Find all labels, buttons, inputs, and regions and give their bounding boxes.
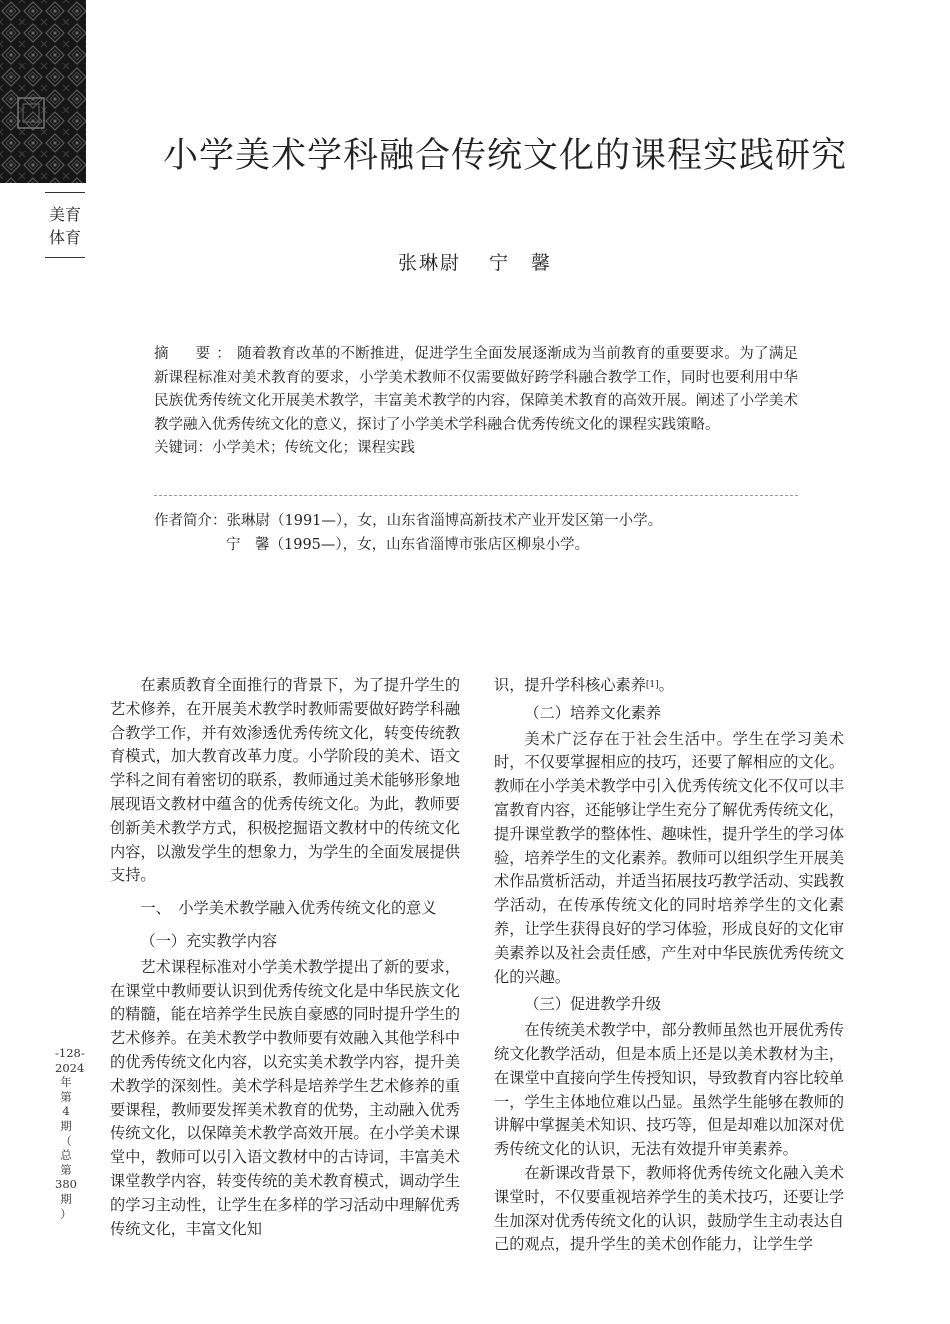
abstract-text: 随着教育改革的不断推进，促进学生全面发展逐渐成为当前教育的重要要求。为了满足新课程标准对美术教育的要求，小学美术教师不仅需要做好跨学科融合教学工作，同时也要利用中华民族优秀传统文化开展美术教学，丰富美术教学的内容，保障美术教育的高效开展。阐述了小学美术教学融入优秀传统文化的意义，探讨了小学美术学科融合优秀传统文化的课程实践策略。 — [154, 346, 799, 433]
issue-year: 2024 — [55, 1060, 85, 1075]
body-column-right — [494, 674, 844, 1257]
total-issue-number: 380 — [55, 1177, 77, 1192]
issue-char: 第 — [60, 1089, 72, 1104]
continued-paragraph — [494, 674, 844, 698]
keywords — [154, 437, 798, 461]
issue-char: ） — [60, 1206, 72, 1221]
abstract-label: 摘 要： — [154, 346, 238, 362]
ornament-pattern-icon — [0, 0, 86, 183]
reference-marker: [1] — [645, 680, 659, 690]
body-paragraph: 美术广泛存在于社会生活中。学生在学习美术时，不仅要掌握相应的技巧，还要了解相应的文化。教师在小学美术教学中引入优秀传统文化不仅可以丰富教育内容，还能够让学生充分了解优秀传统文化，提升课堂教学的整体性、趣味性，提升学生的学习体验，培养学生的文化素养。教师可以组织学生开展美术作品赏析活动，并适当拓展技巧教学活动、实践教学活动，在传承传统文化的同时培养学生的文化素养，让学生获得良好的学习体验，形成良好的文化审美素养以及社会责任感，产生对中华民族优秀传统文化的兴趣。 — [494, 729, 844, 986]
bio-text-1: 张琳尉（1991—），女，山东省淄博高新技术产业开发区第一小学。 — [226, 513, 663, 529]
section-tag-line-2: 体育 — [48, 228, 81, 247]
dashed-divider — [154, 495, 798, 496]
issue-char: 年 — [60, 1075, 72, 1090]
bio-line-1 — [154, 510, 798, 534]
issue-char: （ — [60, 1133, 72, 1148]
continued-text: 识，提升学科核心素养 — [494, 676, 646, 694]
subsection-heading-2: （二）培养文化素养 — [524, 703, 662, 722]
keywords-text: 小学美术；传统文化；课程实践 — [212, 440, 415, 456]
intro-paragraph: 在素质教育全面推行的背景下，为了提升学生的艺术修养，在开展美术教学时教师需要做好跨学科融合教学工作，并有效渗透优秀传统文化，转变传统教育模式，加大教育改革力度。小学阶段的美术、语文学科之间有着密切的联系，教师通过美术能够形象地展现语文教材中蕴含的优秀传统文化。为此，教师要创新美术教学方式，积极挖掘语文教材中的传统文化内容，以激发学生的想象力，为学生的全面发展提供支持。 — [110, 676, 460, 885]
issue-char: 期 — [60, 1118, 72, 1133]
issue-char: 总 — [60, 1148, 72, 1163]
body-paragraph: 艺术课程标准对小学美术教学提出了新的要求，在课堂中教师要认识到优秀传统文化是中华民族文化的精髓，能在培养学生民族自豪感的同时提升学生的艺术修养。在美术教学中教师要有效融入其他学科中的优秀传统文化内容，以充实美术教学内容，提升美术教学的深刻性。美术学科是培养学生艺术修养的重要课程，教师要发挥美术教育的优势，主动融入优秀传统文化，以保障美术教学高效开展。在小学美术课堂中，教师可以引入语文教材中的古诗词，丰富美术课堂教学内容，转变传统的美术教育模式，调动学生的学习主动性，让学生在多样的学习活动中理解优秀传统文化，丰富文化知 — [110, 957, 460, 1238]
subsection-heading-1: （一）充实教学内容 — [140, 931, 278, 950]
page-number: -128- — [55, 1046, 85, 1060]
bio-line-2: 宁 馨（1995—），女，山东省淄博市张店区柳泉小学。 — [226, 536, 590, 553]
issue-info-vertical — [55, 1046, 85, 1221]
author-1: 张琳尉 — [397, 252, 461, 274]
keywords-label: 关键词： — [154, 440, 212, 456]
article-title: 小学美术学科融合传统文化的课程实践研究 — [162, 136, 847, 176]
subsection-heading-3: （三）促进教学升级 — [524, 995, 662, 1014]
abstract — [154, 343, 798, 437]
section-heading-1: 一、 小学美术教学融入优秀传统文化的意义 — [140, 899, 437, 918]
author-bios — [154, 510, 798, 557]
continued-end: 。 — [658, 676, 674, 694]
abstract-block — [154, 343, 798, 461]
body-paragraph: 在新课改背景下，教师将优秀传统文化融入美术课堂时，不仅要重视培养学生的美术技巧，还要让学生加深对优秀传统文化的认识，鼓励学生主动表达自己的观点，提升学生的美术创作能力，让学生学 — [494, 1163, 844, 1254]
issue-number: 4 — [62, 1104, 70, 1119]
bios-label: 作者简介： — [154, 513, 227, 529]
body-column-left — [110, 674, 460, 1241]
author-list — [0, 248, 950, 275]
body-paragraph: 在传统美术教学中，部分教师虽然也开展优秀传统文化教学活动，但是本质上还是以美术教材为主，在课堂中直接向学生传授知识，导致教育内容比较单一，学生主体地位难以凸显。虽然学生能够在教师的讲解中掌握美术知识、技巧等，但是却难以加深对优秀传统文化的认识，无法有效提升审美素养。 — [494, 1021, 844, 1159]
issue-char: 期 — [60, 1191, 72, 1206]
issue-char: 第 — [60, 1162, 72, 1177]
decorative-pattern-banner — [0, 0, 86, 183]
section-tag-line-1: 美育 — [48, 205, 81, 224]
author-2: 宁 馨 — [489, 252, 553, 274]
